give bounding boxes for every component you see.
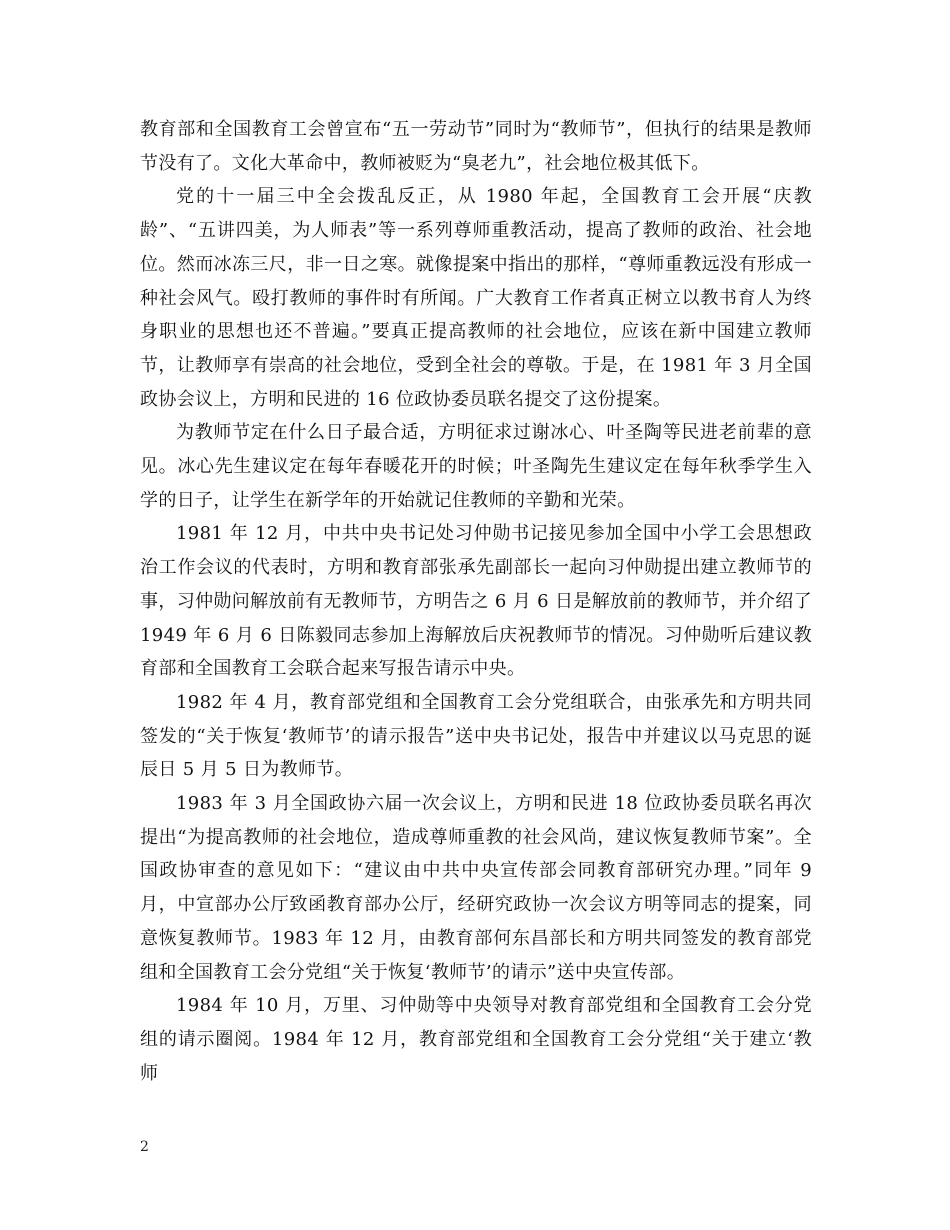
paragraph-7: 1984 年 10 月，万里、习仲勋等中央领导对教育部党组和全国教育工会分党组的请示圈阅。1984 年 12 月，教育部党组和全国教育工会分党组“关于建立‘教师 — [140, 995, 812, 1084]
paragraph-6: 1983 年 3 月全国政协六届一次会议上，方明和民进 18 位政协委员联名再次提出“为提高教师的社会地位，造成尊师重教的社会风尚，建议恢复教师节案”。全国政协审查的意见如下：“建议由中共中央宣传部会同教育部研究办理。”同年 9 月，中宣部办公厅致函教育部办公厅，经研究政协一次会议方明等同志的提案，同意恢复教师节。1983 年 12 月，由教育部何东昌部长和方明共同签发的教育部党组和全国教育工会分党组“关于恢复‘教师节’的请示”送中央宣传部。 — [140, 793, 812, 983]
paragraph-3: 为教师节定在什么日子最合适，方明征求过谢冰心、叶圣陶等民进老前辈的意见。冰心先生建议定在每年春暖花开的时候；叶圣陶先生建议定在每年秋季学生入学的日子，让学生在新学年的开始就记住教师的辛勤和光荣。 — [140, 422, 812, 511]
document-body — [140, 113, 812, 1090]
paragraph-4: 1981 年 12 月，中共中央书记处习仲勋书记接见参加全国中小学工会思想政治工作会议的代表时，方明和教育部张承先副部长一起向习仲勋提出建立教师节的事，习仲勋问解放前有无教师节，方明告之 6 月 6 日是解放前的教师节，并介绍了 1949 年 6 月 6 日陈毅同志参加上海解放后庆祝教师节的情况。习仲勋听后建议教育部和全国教育工会联合起来写报告请示中央。 — [140, 523, 812, 680]
paragraph-2: 党的十一届三中全会拨乱反正，从 1980 年起，全国教育工会开展“庆教龄”、“五讲四美，为人师表”等一系列尊师重教活动，提高了教师的政治、社会地位。然而冰冻三尺，非一日之寒。就像提案中指出的那样，“尊师重教远没有形成一种社会风气。殴打教师的事件时有所闻。广大教育工作者真正树立以教书育人为终身职业的思想也还不普遍。”要真正提高教师的社会地位，应该在新中国建立教师节，让教师享有崇高的社会地位，受到全社会的尊敬。于是，在 1981 年 3 月全国政协会议上，方明和民进的 16 位政协委员联名提交了这份提案。 — [140, 186, 812, 410]
paragraph-5: 1982 年 4 月，教育部党组和全国教育工会分党组联合，由张承先和方明共同签发的“关于恢复‘教师节’的请示报告”送中央书记处，报告中并建议以马克思的诞辰日 5 月 5 日为教师节。 — [140, 691, 812, 781]
page-number: 2 — [140, 1139, 149, 1155]
paragraph-1: 教育部和全国教育工会曾宣布“五一劳动节”同时为“教师节”，但执行的结果是教师节没有了。文化大革命中，教师被贬为“臭老九”，社会地位极其低下。 — [140, 119, 812, 174]
